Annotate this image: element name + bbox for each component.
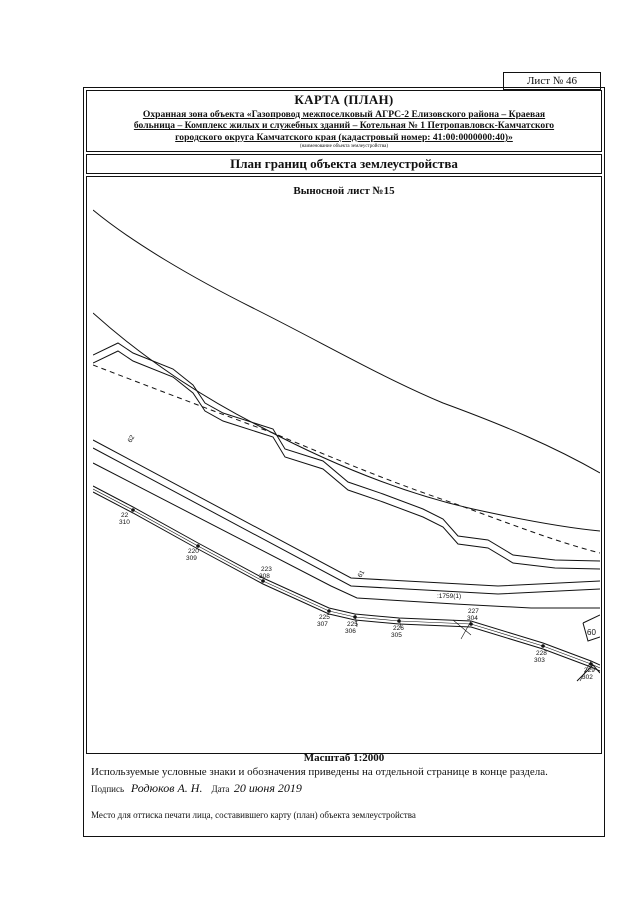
parcel-label: 62 bbox=[126, 434, 137, 444]
object-line: Охранная зона объекта «Газопровод межпоселковый АГРС-2 Елизовского района – Краевая bbox=[142, 109, 546, 120]
points-line bbox=[93, 492, 600, 671]
signature-date: 20 июня 2019 bbox=[233, 781, 302, 795]
dashed-zone-line bbox=[93, 365, 600, 553]
object-line: больница – Комплекс жилых и служебных зданий – Котельная № 1 Петропавловск-Камчатского bbox=[133, 120, 555, 132]
point-label: 302 bbox=[582, 674, 593, 681]
stamp-place: Место для оттиска печати лица, составившего карту (план) объекта землеустройства bbox=[91, 810, 416, 820]
signature-name: Родюков А. Н. bbox=[130, 781, 203, 795]
parcel-label: 60 bbox=[587, 628, 596, 637]
point-label: 227 bbox=[468, 608, 479, 615]
point-label: 225 bbox=[319, 614, 330, 621]
point-label: 307 bbox=[317, 621, 328, 628]
point-label: 229 bbox=[584, 667, 595, 674]
point-label: 220 bbox=[188, 548, 199, 555]
sheet-label: Выносной лист №15 bbox=[293, 185, 395, 197]
header-block bbox=[86, 90, 602, 152]
point-label: 303 bbox=[534, 657, 545, 664]
map-scale: Масштаб 1:2000 bbox=[303, 752, 385, 764]
point-label: 309 bbox=[186, 555, 197, 562]
point-label: 310 bbox=[119, 519, 130, 526]
point-label: 226 bbox=[393, 625, 404, 632]
point-label: 305 bbox=[391, 632, 402, 639]
date-label: Дата bbox=[211, 784, 230, 794]
cadastral-map bbox=[93, 203, 600, 683]
point-label: 228 bbox=[536, 650, 547, 657]
sheet-number: Лист № 46 bbox=[503, 72, 601, 90]
point-label: 308 bbox=[259, 573, 270, 580]
signature-row bbox=[91, 781, 302, 796]
boundary-line bbox=[93, 313, 600, 531]
boundary-line bbox=[93, 210, 600, 473]
point-label: 22 bbox=[121, 512, 129, 519]
road-edge-line bbox=[93, 351, 600, 569]
object-name bbox=[87, 109, 601, 143]
parcel-label: 61 bbox=[356, 569, 367, 579]
legend-note: Используемые условные знаки и обозначения приведены на отдельной странице в конце раздела. bbox=[91, 766, 548, 778]
object-line: городского округа Камчатского края (кадастровый номер: 41:00:0000000:40)» bbox=[175, 131, 513, 143]
parcel-label: :1759(1) bbox=[437, 593, 462, 600]
point-label: 223 bbox=[261, 566, 272, 573]
points-line bbox=[93, 489, 600, 668]
parcel-boundary bbox=[93, 463, 600, 608]
point-label: 225 bbox=[347, 621, 358, 628]
signature-label: Подпись bbox=[91, 784, 125, 794]
plan-title: План границ объекта землеустройства bbox=[86, 154, 602, 174]
object-caption: (наименование объекта землеустройства) bbox=[299, 144, 389, 150]
point-label: 306 bbox=[345, 628, 356, 635]
parcel-boundary bbox=[93, 448, 600, 594]
point-label: 304 bbox=[467, 615, 478, 622]
document-title: КАРТА (ПЛАН) bbox=[294, 92, 394, 107]
